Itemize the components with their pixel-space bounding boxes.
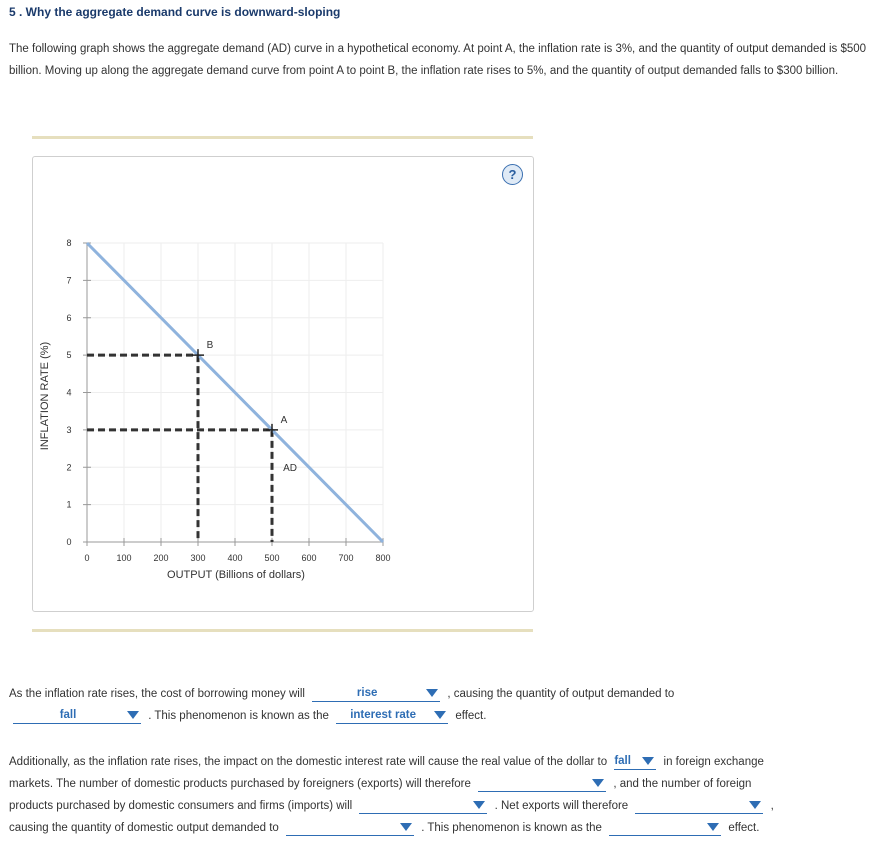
para2-text-9: . This phenomenon is known as the — [421, 822, 602, 834]
borrowing-cost-value: rise — [356, 687, 378, 700]
y-tick-label: 2 — [66, 462, 72, 473]
chevron-down-icon — [707, 823, 719, 831]
para2-text-5: products purchased by domestic consumers and firms (imports) will — [9, 800, 353, 812]
chevron-down-icon — [592, 779, 604, 787]
question-title: 5 . Why the aggregate demand curve is downward-sloping — [9, 5, 341, 19]
ad-curve-label: AD — [283, 462, 298, 474]
chevron-down-icon — [749, 801, 761, 809]
para2-text-2: in foreign exchange — [663, 756, 764, 768]
dollar-value-value: fall — [614, 755, 631, 768]
chevron-down-icon — [473, 801, 485, 809]
effect2-dropdown[interactable] — [609, 819, 721, 836]
para1-text-1: As the inflation rate rises, the cost of borrowing money will — [9, 688, 305, 700]
y-axis-label: INFLATION RATE (%) — [39, 341, 51, 451]
output-demanded-dropdown[interactable] — [13, 707, 141, 724]
chevron-down-icon — [400, 823, 412, 831]
y-tick-label: 4 — [66, 387, 72, 398]
y-tick-label: 3 — [66, 424, 72, 435]
para2-line4 — [9, 817, 759, 839]
para1-line2 — [9, 705, 486, 727]
net-exports-dropdown[interactable] — [635, 797, 763, 814]
y-tick-label: 0 — [66, 537, 72, 547]
imports-dropdown[interactable] — [359, 797, 487, 814]
borrowing-cost-dropdown[interactable] — [312, 685, 440, 702]
bottom-divider — [32, 629, 533, 632]
domestic-output-dropdown[interactable] — [286, 819, 414, 836]
effect-name-value: interest rate — [350, 709, 417, 722]
effect-name-dropdown[interactable] — [336, 707, 448, 724]
x-tick-label: 500 — [264, 553, 280, 563]
chevron-down-icon — [127, 711, 139, 719]
para2-text-6: . Net exports will therefore — [494, 800, 629, 812]
y-tick-label: 1 — [66, 499, 72, 510]
x-tick-label: 800 — [375, 553, 391, 563]
x-axis-label: OUTPUT (Billions of dollars) — [167, 569, 305, 581]
y-tick-label: 8 — [66, 238, 72, 248]
help-icon[interactable]: ? — [502, 164, 523, 185]
y-tick-label: 7 — [66, 275, 72, 286]
point-label-b: B — [206, 340, 214, 352]
x-tick-label: 300 — [190, 553, 206, 563]
x-tick-label: 400 — [227, 553, 243, 563]
x-tick-label: 100 — [116, 553, 132, 563]
point-label-a: A — [280, 414, 288, 426]
chevron-down-icon — [434, 711, 446, 719]
y-tick-label: 5 — [66, 350, 72, 361]
chevron-down-icon — [642, 757, 654, 765]
x-tick-label: 200 — [153, 553, 169, 563]
para1-text-2: , causing the quantity of output demanded to — [447, 688, 675, 700]
para2-line2 — [9, 773, 751, 795]
para2-line1 — [9, 751, 764, 773]
para2-line3 — [9, 795, 774, 817]
para1-line1 — [9, 683, 674, 705]
chevron-down-icon — [426, 689, 438, 697]
para2-text-1: Additionally, as the inflation rate rises, the impact on the domestic interest rate will cause the real value of the dollar to — [9, 756, 608, 768]
para2-text-3: markets. The number of domestic products purchased by foreigners (exports) will therefore — [9, 778, 471, 790]
para1-text-4: effect. — [455, 710, 487, 722]
y-tick-label: 6 — [66, 312, 72, 323]
x-tick-label: 0 — [84, 553, 90, 563]
para2-text-10: effect. — [728, 822, 760, 834]
para1-text-3: . This phenomenon is known as the — [148, 710, 329, 722]
para2-text-7: , — [770, 800, 774, 812]
x-tick-label: 600 — [301, 553, 317, 563]
exports-dropdown[interactable] — [478, 775, 606, 792]
dollar-value-dropdown[interactable] — [614, 753, 656, 770]
x-tick-label: 700 — [338, 553, 354, 563]
para2-text-4: , and the number of foreign — [613, 778, 752, 790]
output-demanded-value: fall — [59, 709, 77, 722]
question-intro: The following graph shows the aggregate demand (AD) curve in a hypothetical economy. At point A, the inflation rate is 3%, and the quantity of output demanded is $500 billion. Moving up along the aggregate demand curve from point A to point B, the inflation rate rises to 5%, and the quantity of output demanded falls to $300 billion. — [9, 43, 867, 77]
para2-text-8: causing the quantity of domestic output demanded to — [9, 822, 279, 834]
